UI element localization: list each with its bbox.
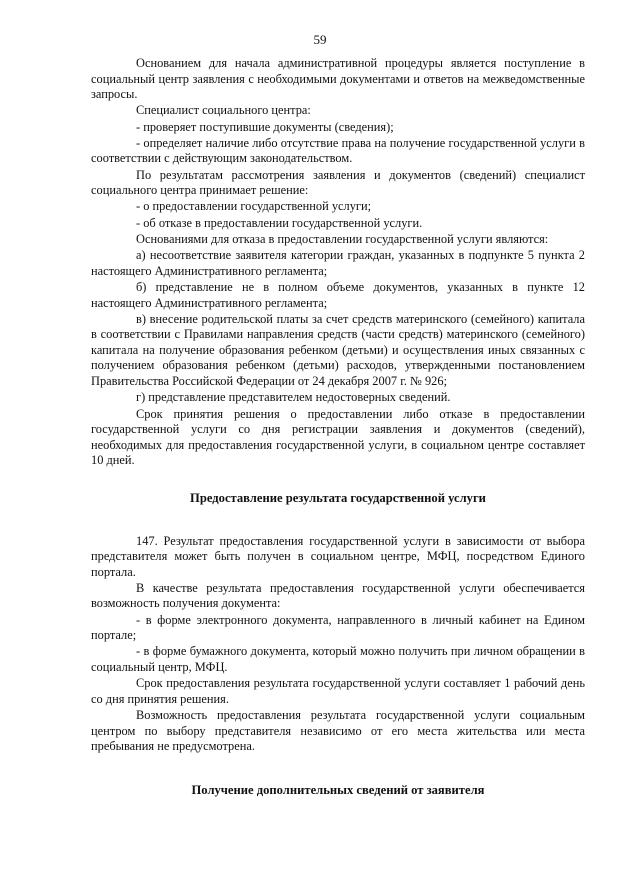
page-number: 59 — [313, 32, 327, 47]
list-item: - в форме бумажного документа, который можно получить при личном обращении в социальный центр, МФЦ. — [91, 644, 585, 674]
paragraph: Возможность предоставления результата государственной услуги социальным центром по выбору представителя независимо от его места жительства или места пребывания не предусмотрена. — [91, 708, 585, 754]
list-item: в) внесение родительской платы за счет средств материнского (семейного) капитала в соответствии с Правилами направления средств (части средств) материнского (семейного) капитала на получение образования ребенком (детьми) и осуществления иных связанных с получением образования ребенком (детьми) расходов, утвержденными постановлением Правительства Российской Федерации от 24 декабря 2007 г. № 926; — [91, 311, 585, 388]
list-item: - о предоставлении государственной услуги; — [136, 199, 372, 214]
paragraph: Срок предоставления результата государственной услуги составляет 1 рабочий день со дня принятия решения. — [91, 676, 585, 706]
paragraph: В качестве результата предоставления государственной услуги обеспечивается возможность получения документа: — [91, 580, 585, 611]
list-item: б) представление не в полном объеме документов, указанных в пункте 12 настоящего Административного регламента; — [91, 280, 585, 310]
paragraph: Специалист социального центра: — [136, 103, 311, 118]
paragraph: По результатам рассмотрения заявления и документов (сведений) специалист социального центра принимает решение: — [91, 167, 585, 198]
section-heading: Предоставление результата государственной услуги — [190, 490, 486, 505]
paragraph: Основанием для начала административной процедуры является поступление в социальный центр заявления с необходимыми документами и ответов на межведомственные запросы. — [91, 56, 585, 101]
list-item: г) представление представителем недостоверных сведений. — [136, 390, 451, 405]
paragraph: Основаниями для отказа в предоставлении государственной услуги являются: — [136, 232, 549, 247]
list-item: - проверяет поступившие документы (сведения); — [136, 119, 394, 134]
paragraph: 147. Результат предоставления государственной услуги в зависимости от выбора представителя может быть получен в социальном центре, МФЦ, посредством Единого портала. — [91, 533, 585, 579]
document-body — [91, 56, 585, 826]
section-heading: Получение дополнительных сведений от заявителя — [191, 782, 485, 797]
list-item: - определяет наличие либо отсутствие права на получение государственной услуги в соответствии с действующим законодательством. — [91, 135, 585, 166]
list-item: а) несоответствие заявителя категории граждан, указанных в подпункте 5 пункта 2 настоящего Административного регламента; — [91, 248, 585, 278]
list-item: - в форме электронного документа, направленного в личный кабинет на Едином портале; — [91, 612, 585, 643]
paragraph: Срок принятия решения о предоставлении либо отказе в предоставлении государственной услуги со дня регистрации заявления и документов (сведений), необходимых для предоставления государственной услуги, в социальном центре составляет 10 дней. — [91, 406, 585, 468]
list-item: - об отказе в предоставлении государственной услуги. — [136, 215, 423, 230]
